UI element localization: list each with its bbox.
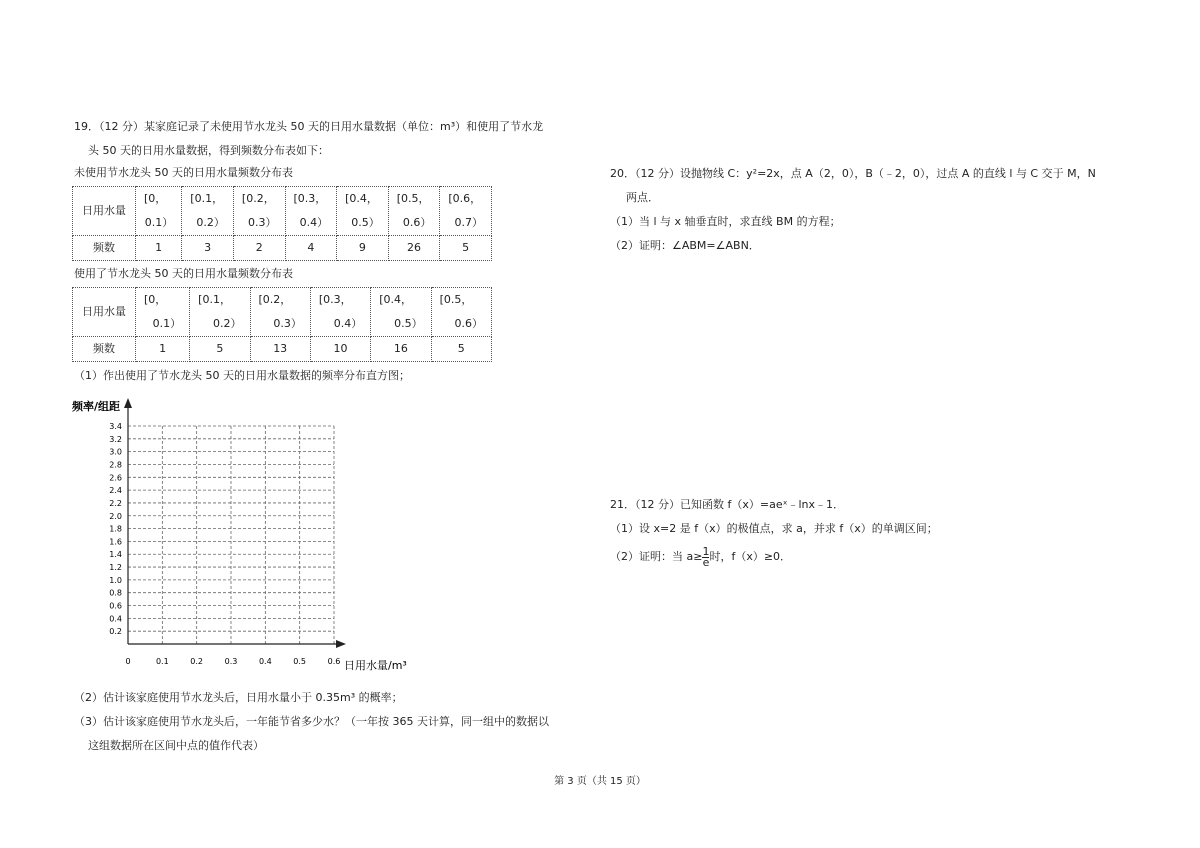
q19-part3-line2: 这组数据所在区间中点的值作代表）	[88, 739, 264, 752]
q19-line2: 头 50 天的日用水量数据，得到频数分布表如下：	[88, 144, 329, 157]
q21-part2	[610, 545, 791, 569]
q19-part1: （1）作出使用了节水龙头 50 天的日用水量数据的频率分布直方图；	[74, 369, 410, 382]
table2-count: 10	[310, 337, 370, 362]
q20-part1: （1）当 l 与 x 轴垂直时，求直线 BM 的方程；	[610, 215, 841, 228]
q21-line1: 21．（12 分）已知函数 f（x）=aeˣ﹣lnx﹣1．	[610, 498, 845, 511]
y-axis-arrow	[124, 398, 132, 408]
y-tick-label: 3.0	[109, 447, 122, 457]
table1-count: 9	[337, 236, 389, 261]
y-tick-label: 2.6	[109, 473, 122, 483]
q20-line2: 两点．	[626, 191, 659, 204]
y-tick-label: 1.0	[109, 575, 122, 585]
fraction-numerator: 1	[702, 544, 710, 558]
table2-count: 16	[371, 337, 431, 362]
table1-count: 5	[440, 236, 492, 261]
table1-header-count: 频数	[73, 236, 136, 261]
q20-part2: （2）证明：∠ABM=∠ABN．	[610, 239, 760, 252]
y-tick-label: 3.2	[109, 434, 122, 444]
chart-grid	[128, 426, 334, 644]
y-tick-label: 2.2	[109, 498, 122, 508]
table2-count: 13	[250, 337, 310, 362]
page-footer: 第 3 页（共 15 页）	[554, 776, 646, 787]
frequency-table-without-faucet	[72, 186, 492, 261]
q19-line1: 19．（12 分）某家庭记录了未使用节水龙头 50 天的日用水量数据（单位：m³）和使用了节水龙	[74, 120, 544, 133]
y-tick-label: 1.6	[109, 537, 122, 547]
q20-line1: 20．（12 分）设抛物线 C：y²=2x，点 A（2，0），B（﹣2，0），过点 A 的直线 l 与 C 交于 M，N	[610, 167, 1096, 180]
y-tick-label: 0.2	[109, 627, 122, 637]
table2-count: 1	[136, 337, 190, 362]
table1-header-water: 日用水量	[73, 187, 136, 236]
table2-header-water: 日用水量	[73, 288, 136, 337]
x-tick-label: 0.4	[258, 657, 272, 666]
x-tick-label: 0.5	[293, 657, 307, 666]
table2-interval: [0， 0.1）	[136, 288, 190, 337]
chart-axes	[124, 398, 346, 648]
table1-count: 3	[182, 236, 234, 261]
x-axis-arrow	[336, 640, 346, 648]
table1-caption: 未使用节水龙头 50 天的日用水量频数分布表	[74, 166, 293, 179]
y-tick-label: 0.4	[109, 614, 122, 624]
q21-part2-prefix: （2）证明：当 a≥	[610, 550, 703, 563]
table1-count: 1	[136, 236, 182, 261]
x-tick-label: 0.6	[327, 657, 341, 666]
table1-interval: [0.2， 0.3）	[233, 187, 285, 236]
q21-part2-suffix: 时，f（x）≥0．	[709, 550, 792, 563]
table2-interval: [0.1， 0.2）	[190, 288, 250, 337]
table2-interval: [0.5， 0.6）	[431, 288, 491, 337]
y-tick-label: 0.6	[109, 601, 122, 611]
q19-part3-line1: （3）估计该家庭使用节水龙头后，一年能节省多少水？（一年按 365 天计算，同一组中的数据以	[74, 715, 549, 728]
table1-interval-row	[73, 187, 492, 236]
table1-count-row	[73, 236, 492, 261]
table1-count: 2	[233, 236, 285, 261]
table2-count-row	[73, 337, 492, 362]
q21-part1: （1）设 x=2 是 f（x）的极值点，求 a，并求 f（x）的单调区间；	[610, 522, 938, 535]
table1-interval: [0.3， 0.4）	[285, 187, 337, 236]
y-tick-label: 1.8	[109, 524, 122, 534]
table2-interval: [0.4， 0.5）	[371, 288, 431, 337]
y-tick-label: 0.8	[109, 588, 122, 598]
fraction-denominator: e	[702, 555, 710, 569]
table2-interval: [0.3， 0.4）	[310, 288, 370, 337]
table2-count: 5	[431, 337, 491, 362]
y-tick-label: 3.4	[109, 422, 122, 431]
table2-interval: [0.2， 0.3）	[250, 288, 310, 337]
frequency-table-with-faucet	[72, 287, 492, 362]
y-tick-label: 2.4	[109, 486, 122, 496]
table1-interval: [0.4， 0.5）	[337, 187, 389, 236]
y-tick-label: 2.0	[109, 511, 122, 521]
histogram-grid-chart	[60, 392, 430, 682]
y-tick-label: 1.2	[109, 563, 122, 573]
table1-interval: [0.5， 0.6）	[388, 187, 440, 236]
x-tick-label: 0.3	[224, 657, 238, 666]
table1-count: 26	[388, 236, 440, 261]
x-tick-label: 0.2	[190, 657, 204, 666]
q19-part2: （2）估计该家庭使用节水龙头后，日用水量小于 0.35m³ 的概率；	[74, 691, 403, 704]
y-tick-label: 2.8	[109, 460, 122, 470]
table2-caption: 使用了节水龙头 50 天的日用水量频数分布表	[74, 267, 293, 280]
chart-y-label: 频率/组距	[72, 400, 121, 413]
table1-count: 4	[285, 236, 337, 261]
table1-interval: [0.1， 0.2）	[182, 187, 234, 236]
table1-interval: [0.6， 0.7）	[440, 187, 492, 236]
x-tick-label: 0.1	[155, 657, 169, 666]
chart-y-ticks	[109, 422, 122, 636]
table2-interval-row	[73, 288, 492, 337]
table1-interval: [0， 0.1）	[136, 187, 182, 236]
table2-count: 5	[190, 337, 250, 362]
chart-x-ticks	[125, 657, 340, 666]
chart-x-label: 日用水量/m³	[344, 659, 407, 672]
y-tick-label: 1.4	[109, 550, 122, 560]
x-tick-label: 0	[125, 657, 131, 666]
table2-header-count: 频数	[73, 337, 136, 362]
